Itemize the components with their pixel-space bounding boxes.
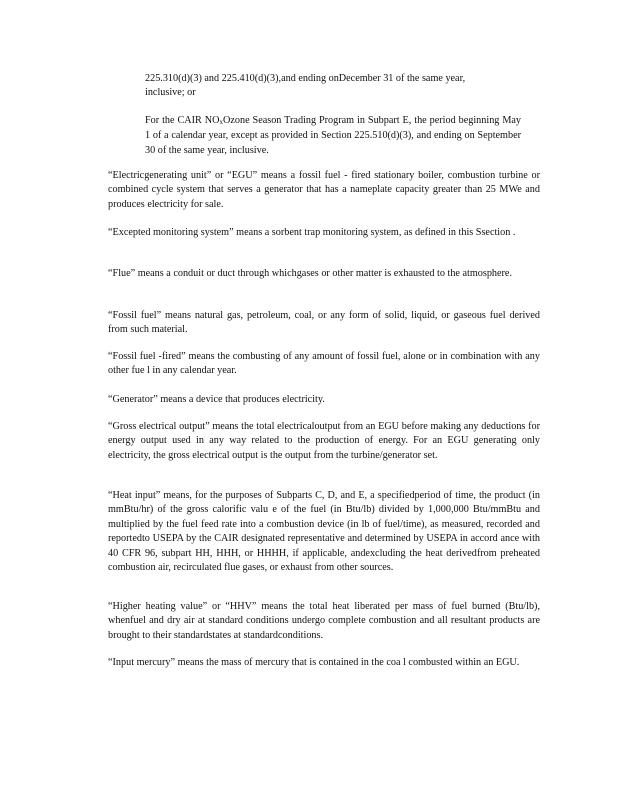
definition-heat-input: [108, 489, 540, 575]
definition-text: “Fossil fuel” means natural gas, petroleum, coal, or any form of solid, liquid, or gaseous fuel derived from such material.: [108, 310, 540, 336]
definition-input-mercury: [108, 656, 540, 670]
definition-electric-generating-unit: [108, 169, 540, 212]
continuation-paragraph: [145, 72, 521, 101]
definition-higher-heating-value: [108, 600, 540, 643]
definition-text: “Generator” means a device that produces electricity.: [108, 394, 325, 405]
cair-clause-text-start: For the CAIR NO: [145, 115, 220, 126]
continuation-line-2: inclusive; or: [145, 87, 196, 99]
definition-excepted-monitoring-system: [108, 226, 540, 240]
nox-subscript: x: [219, 118, 223, 126]
definition-text: “Input mercury” means the mass of mercury that is contained in the coa l combusted within an EGU.: [108, 657, 520, 668]
definition-text: “Flue” means a conduit or duct through whichgases or other matter is exhausted to the atmosphere.: [108, 268, 512, 279]
definition-text: “Fossil fuel -fired” means the combusting of any amount of fossil fuel, alone or in combination with any other fue l in any calendar year.: [108, 351, 540, 377]
definition-text: “Heat input” means, for the purposes of Subparts C, D, and E, a specifiedperiod of time, the product (in mmBtu/hr) of the gross calorific valu e of the fuel (in Btu/lb) divided by 1,000,000 Btu/mmBtu and multiplied by the fuel feed rate into a combustion device (in lb of fuel/time), as measured, recorded and reportedto USEPA by the CAIR designated representative and determined by USEPA in accord ance with 40 CFR 96, subpart HH, HHH, or HHHH, if applicable, andexcluding the heat derivedfrom preheated combustion air, recirculated flue gases, or exhaust from other sources.: [108, 490, 540, 574]
definition-text: “Higher heating value” or “HHV” means the total heat liberated per mass of fuel burned (Btu/lb), whenfuel and dry air at standard conditions undergo complete combustion and all resultant products are brought to their standardstates at standardconditions.: [108, 601, 540, 641]
definition-fossil-fuel: [108, 309, 540, 338]
definition-text: “Electricgenerating unit” or “EGU” means a fossil fuel - fired stationary boiler, combustion turbine or combined cycle system that serves a generator that has a nameplate capacity greater than 25 MWe and produces electricity for sale.: [108, 170, 540, 210]
definition-flue: [108, 267, 540, 281]
definition-generator: [108, 393, 540, 407]
cair-clause-text-rest: Ozone Season Trading Program in Subpart E, the period beginning May 1 of a calendar year, except as provided in Section 225.510(d)(3), and ending on September 30 of the same year, inclusive.: [145, 115, 521, 156]
cair-ozone-season-clause: [145, 114, 521, 158]
definition-gross-electrical-output: [108, 420, 540, 463]
continuation-line-1: 225.310(d)(3) and 225.410(d)(3),and ending onDecember 31 of the same year,: [145, 73, 466, 84]
definition-text: “Excepted monitoring system” means a sorbent trap monitoring system, as defined in this Ssection .: [108, 227, 516, 238]
definition-fossil-fuel-fired: [108, 350, 540, 379]
definition-text: “Gross electrical output” means the total electricaloutput from an EGU before making any deductions for energy output used in any way related to the production of energy. For an EGU generating only electricity, the gross electrical output is the output from the turbine/generator set.: [108, 421, 540, 461]
